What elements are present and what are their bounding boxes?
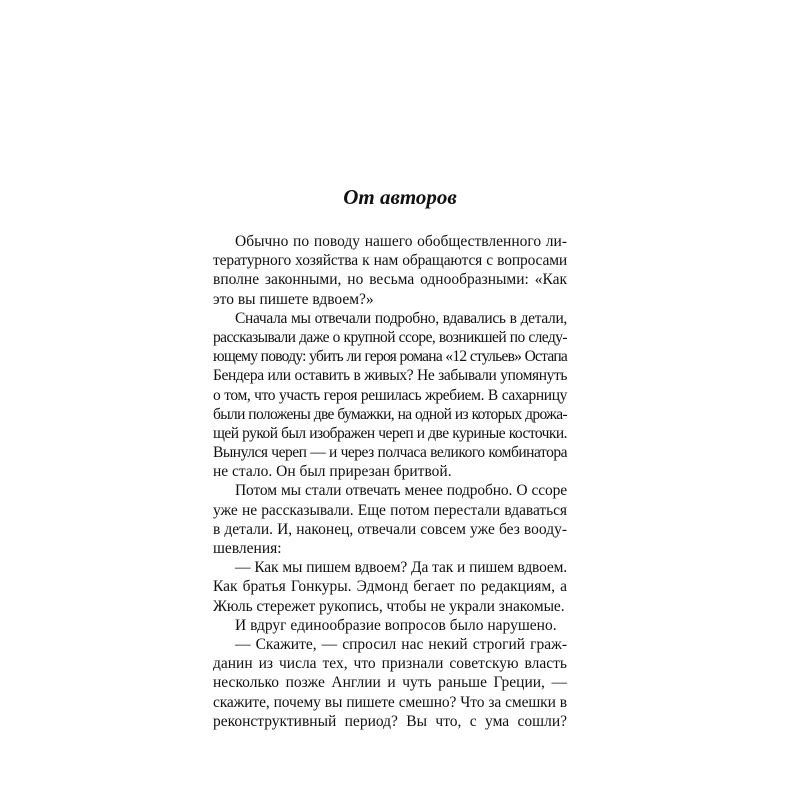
text-line: И вдруг единообразие вопросов было нарушено. (235, 616, 557, 634)
text-line: шевления: (213, 540, 282, 557)
text-line: это вы пишете вдвоем?» (213, 290, 374, 308)
text-line: не стало. Он был прирезан бритвой. (213, 463, 452, 481)
text-line: Как братья Гонкуры. Эдмонд бегает по редакциям, а (213, 578, 567, 596)
text-line: вполне законными, но весьма однообразными: «Как (213, 271, 567, 289)
text-line: ющему поводу: убить ли героя романа «12 стульев» Остапа (213, 348, 567, 366)
text-line: реконструктивный период? Вы что, с ума сошли? (213, 712, 567, 730)
text-line: щей рукой был изображен череп и две куриные косточки. (213, 424, 567, 442)
text-line: тературного хозяйства к нам обращаются с вопросами (213, 252, 567, 270)
text-line: были положены две бумажки, на одной из которых дрожа- (213, 405, 567, 423)
text-line: Обычно по поводу нашего обобществленного ли- (235, 233, 567, 250)
text-line: несколько позже Англии и чуть раньше Греции, — (213, 674, 567, 692)
text-line: в детали. И, наконец, отвечали совсем уже без вооду- (213, 520, 567, 538)
text-line: о том, что участь героя решилась жребием. В сахарницу (213, 386, 567, 404)
text-line: Сначала мы отвечали подробно, вдавались в детали, (235, 309, 567, 327)
text-line: Бендера или оставить в живых? Не забывали упомянуть (213, 367, 567, 385)
text-line: — Скажите, — спросил нас некий строгий граж- (235, 635, 567, 653)
text-line: — Как мы пишем вдвоем? Да так и пишем вдвоем. (235, 559, 567, 577)
text-line: Жюль стережет рукопись, чтобы не украли знакомые. (213, 597, 565, 615)
text-line: скажите, почему вы пишете смешно? Что за смешки в (213, 693, 567, 711)
text-line: данин из числа тех, что признали советскую власть (213, 655, 567, 673)
text-line: Вынулся череп — и через полчаса великого комбинатора (213, 444, 567, 462)
body-text (213, 232, 567, 731)
text-line: Потом мы стали отвечать менее подробно. О ссоре (235, 482, 567, 500)
text-line: уже не рассказывали. Еще потом перестали вдаваться (213, 501, 567, 519)
text-line: рассказывали даже о крупной ссоре, возникшей по следу- (213, 328, 567, 346)
chapter-heading: От авторов (343, 185, 457, 209)
